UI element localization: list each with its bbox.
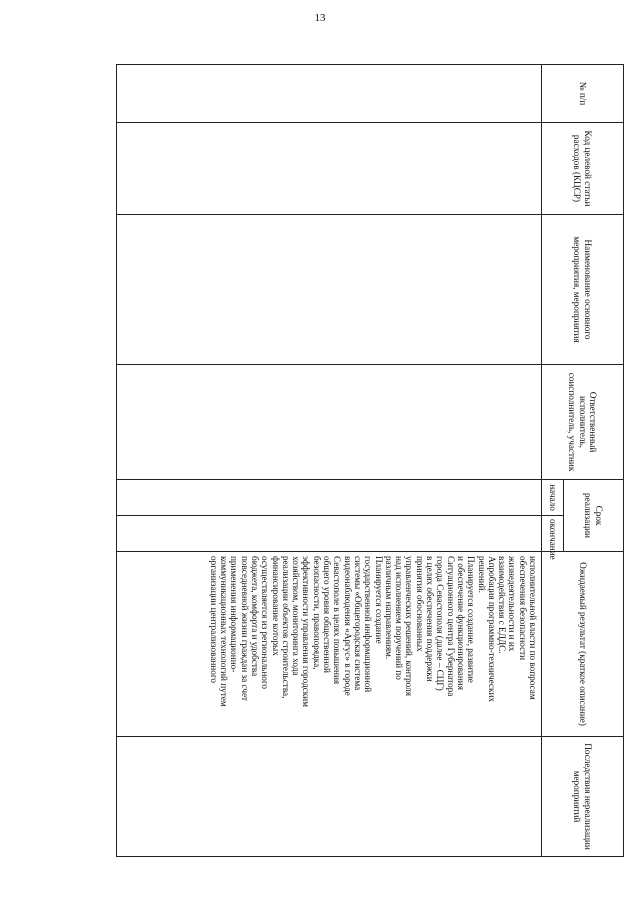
result-line: государственной информационной xyxy=(363,556,374,693)
result-line: видеонаблюдения «Аргус» в городе xyxy=(342,556,353,696)
result-line: обеспечения безопасности xyxy=(517,556,528,661)
result-line: в целях обеспечения поддержки xyxy=(425,556,436,682)
result-line: Планируется создание xyxy=(373,556,384,644)
cell-name xyxy=(117,215,542,365)
result-line: жизнедеятельности и их xyxy=(507,556,518,652)
result-line: общего уровня общественной xyxy=(322,556,333,673)
header-num: № п/п xyxy=(542,65,624,123)
result-line: реализации объектов строительства, xyxy=(280,556,291,699)
cell-num xyxy=(117,65,542,123)
result-line: решений. xyxy=(476,556,487,593)
result-line: Планируется создание, развитие xyxy=(466,556,477,683)
cell-responsible xyxy=(117,365,542,480)
program-table xyxy=(116,64,624,857)
header-consequences: Последствия нереализации мероприятий xyxy=(542,737,624,857)
result-line: повседневной жизни граждан за счет xyxy=(239,556,250,702)
result-line: над исполнением поручений по xyxy=(394,556,405,680)
cell-consequences xyxy=(117,737,542,857)
result-line: управленческих решений, контроля xyxy=(404,556,415,696)
result-line: принятия обоснованных xyxy=(414,556,425,652)
result-line: финансирование которых xyxy=(270,556,281,656)
result-line: осуществляется из регионального xyxy=(260,556,271,689)
result-line: взаимодействия с ЕДДС. xyxy=(497,556,508,654)
cell-result xyxy=(117,552,542,737)
header-code: Код целевой статьи расходов (КЦСР) xyxy=(542,123,624,215)
cell-code xyxy=(117,123,542,215)
result-line: исполнительной власти по вопросам xyxy=(528,556,538,700)
result-line: коммуникационных технологий путем xyxy=(219,556,230,707)
result-line: различным направлениям. xyxy=(383,556,394,660)
header-name: Наименование основного мероприятия, мероприятия xyxy=(542,215,624,365)
page-number: 13 xyxy=(314,12,326,24)
result-line: хозяйством, мониторинга хода xyxy=(291,556,302,676)
result-line: Ситуационного центра Губернатора xyxy=(445,556,456,697)
result-line: системы «Общегородская система xyxy=(352,556,363,691)
header-term-end: окончание xyxy=(542,516,564,552)
result-line: организации централизованного xyxy=(208,556,219,683)
rotated-table-container xyxy=(116,64,624,856)
header-result: Ожидаемый результат (краткое описание) xyxy=(542,552,624,737)
result-line: эффективности управления городским xyxy=(301,556,312,707)
result-text xyxy=(209,556,539,732)
header-term: Срок реализации xyxy=(564,480,624,552)
header-term-start: начало xyxy=(542,480,564,516)
header-responsible: Ответственный исполнитель, соисполнитель, участник xyxy=(542,365,624,480)
result-line: Севастополе в целях повышения xyxy=(332,556,343,685)
result-line: применения информационно- xyxy=(229,556,240,673)
result-line: города Севастополя (далее – СЦГ) xyxy=(435,556,446,691)
result-line: бюджета, комфорта и удобства xyxy=(249,556,260,677)
cell-term-start xyxy=(117,480,542,516)
result-line: и обеспечение функционирования xyxy=(455,556,466,690)
result-line: безопасности, правопорядка, xyxy=(311,556,322,670)
result-line: Апробация программно-технических xyxy=(486,556,497,702)
cell-term-end xyxy=(117,516,542,552)
